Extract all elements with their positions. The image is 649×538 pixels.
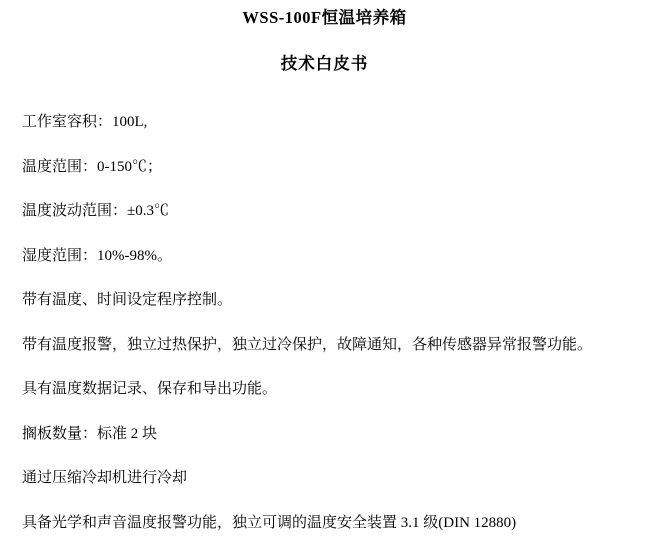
spec-line: 湿度范围：10%-98%。 <box>22 242 627 272</box>
document-title: WSS-100F恒温培养箱 <box>0 0 649 29</box>
spec-line: 具备光学和声音温度报警功能，独立可调的温度安全装置 3.1 级(DIN 12880) <box>22 509 627 538</box>
spec-line: 工作室容积：100L, <box>22 108 627 138</box>
spec-line: 具有温度数据记录、保存和导出功能。 <box>22 375 627 405</box>
spec-line: 带有温度、时间设定程序控制。 <box>22 286 627 316</box>
spec-line: 带有温度报警，独立过热保护，独立过冷保护，故障通知，各种传感器异常报警功能。 <box>22 331 627 361</box>
spec-line: 搁板数量：标准 2 块 <box>22 420 627 450</box>
spec-line: 温度波动范围：±0.3℃ <box>22 197 627 227</box>
spec-line: 通过压缩冷却机进行冷却 <box>22 464 627 494</box>
spec-line: 温度范围：0-150℃； <box>22 153 627 183</box>
specification-list <box>0 75 649 538</box>
document-subtitle: 技术白皮书 <box>0 29 649 75</box>
